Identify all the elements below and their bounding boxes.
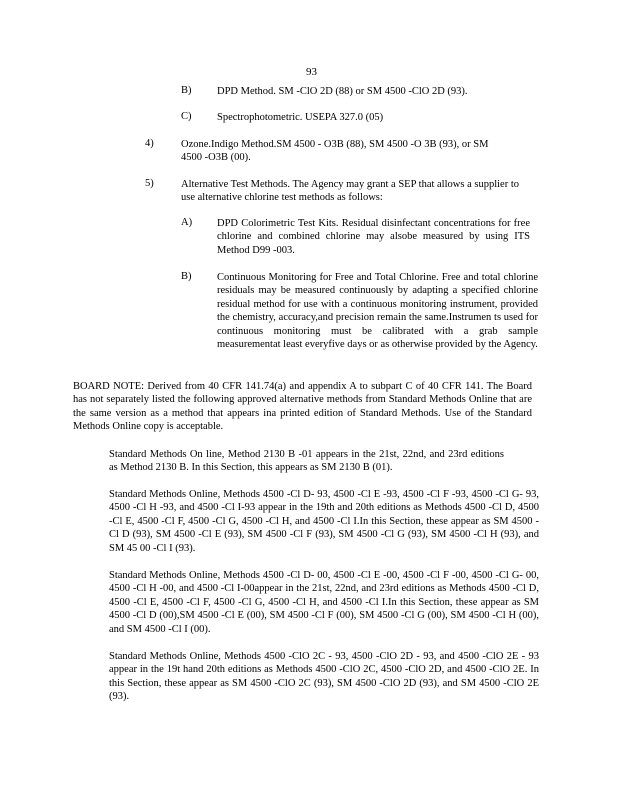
page-number: 93 (306, 66, 317, 78)
item-c-label: C) (181, 111, 192, 122)
item-5b-text: Continuous Monitoring for Free and Total Chlorine. Free and total chlorine residuals may be measured continuously by adapting a specified chlorine residual method for use with a continuous monitoring instrument, provided the chemistry, accuracy,and precision remain the same.Instrumen ts used for continuous monitoring must be calibrated with a grab sample measurementat least everyfive days or as otherwise provided by the Agency. (217, 272, 538, 351)
paragraph-clo2-93: Standard Methods Online, Methods 4500 -ClO 2C - 93, 4500 -ClO 2D - 93, and 4500 -ClO 2E - 93 appear in the 19t hand 20th editions as Methods 4500 -ClO 2C, 4500 -ClO 2D, and 4500 -ClO 2E. In this Section, these appear as SM 4500 -ClO 2C (93), SM 4500 -ClO 2D (93), and SM 4500 -ClO 2E (93). (109, 651, 539, 703)
paragraph-2130b: Standard Methods On line, Method 2130 B -01 appears in the 21st, 22nd, and 23rd editions as Method 2130 B. In this Section, this appears as SM 2130 B (01). (109, 449, 504, 474)
item-5a-text: DPD Colorimetric Test Kits. Residual disinfectant concentrations for free chlorine and combined chlorine may alsobe measured by using ITS Method D99 -003. (217, 218, 530, 256)
item-5b-label: B) (181, 271, 192, 282)
item-4-label: 4) (145, 138, 154, 149)
paragraph-cl-93: Standard Methods Online, Methods 4500 -Cl D- 93, 4500 -Cl E -93, 4500 -Cl F -93, 4500 -Cl G- 93, 4500 -Cl H -93, and 4500 -Cl I-93 appear in the 19th and 20th editions as Methods 4500 -Cl D, 4500 -Cl E, 4500 -Cl F, 4500 -Cl G, 4500 -Cl H, and 4500 -Cl I.In this Section, these appear as SM 4500 -Cl D (93), SM 4500 -Cl E (93), SM 4500 -Cl F (93), SM 4500 -Cl G (93), SM 4500 -Cl H (93), and SM 45 00 -Cl I (93). (109, 489, 539, 554)
board-note: BOARD NOTE: Derived from 40 CFR 141.74(a) and appendix A to subpart C of 40 CFR 141. The Board has not separately listed the following approved alternative methods from Standard Methods Online that are the same version as a method that appears ina printed edition of Standard Methods. Use of the Standard Methods Online copy is acceptable. (73, 381, 532, 433)
item-4-line-2: 4500 -O3B (00). (181, 152, 251, 163)
item-4-line-1: Ozone.Indigo Method.SM 4500 - O3B (88), SM 4500 -O 3B (93), or SM (181, 139, 489, 150)
item-c-text: Spectrophotometric. USEPA 327.0 (05) (217, 112, 384, 123)
item-5a-label: A) (181, 217, 193, 228)
item-b-label: B) (181, 85, 192, 96)
item-b-text: DPD Method. SM -ClO 2D (88) or SM 4500 -ClO 2D (93). (217, 86, 468, 97)
item-5-label: 5) (145, 178, 154, 189)
paragraph-cl-00: Standard Methods Online, Methods 4500 -Cl D- 00, 4500 -Cl E -00, 4500 -Cl F -00, 4500 -Cl G- 00, 4500 -Cl H -00, and 4500 -Cl I-00appear in the 21st, 22nd, and 23rd editions as Methods 4500 -Cl D, 4500 -Cl E, 4500 -Cl F, 4500 -Cl G, 4500 -Cl H, and 4500 -Cl I.In this Section, these appear as SM 4500 -Cl D (00),SM 4500 -Cl E (00), SM 4500 -Cl F (00), SM 4500 -Cl G (00), SM 4500 -Cl H (00), and SM 4500 -Cl I (00). (109, 570, 539, 635)
item-5-text: Alternative Test Methods. The Agency may grant a SEP that allows a supplier to use alternative chlorine test methods as follows: (181, 179, 519, 204)
